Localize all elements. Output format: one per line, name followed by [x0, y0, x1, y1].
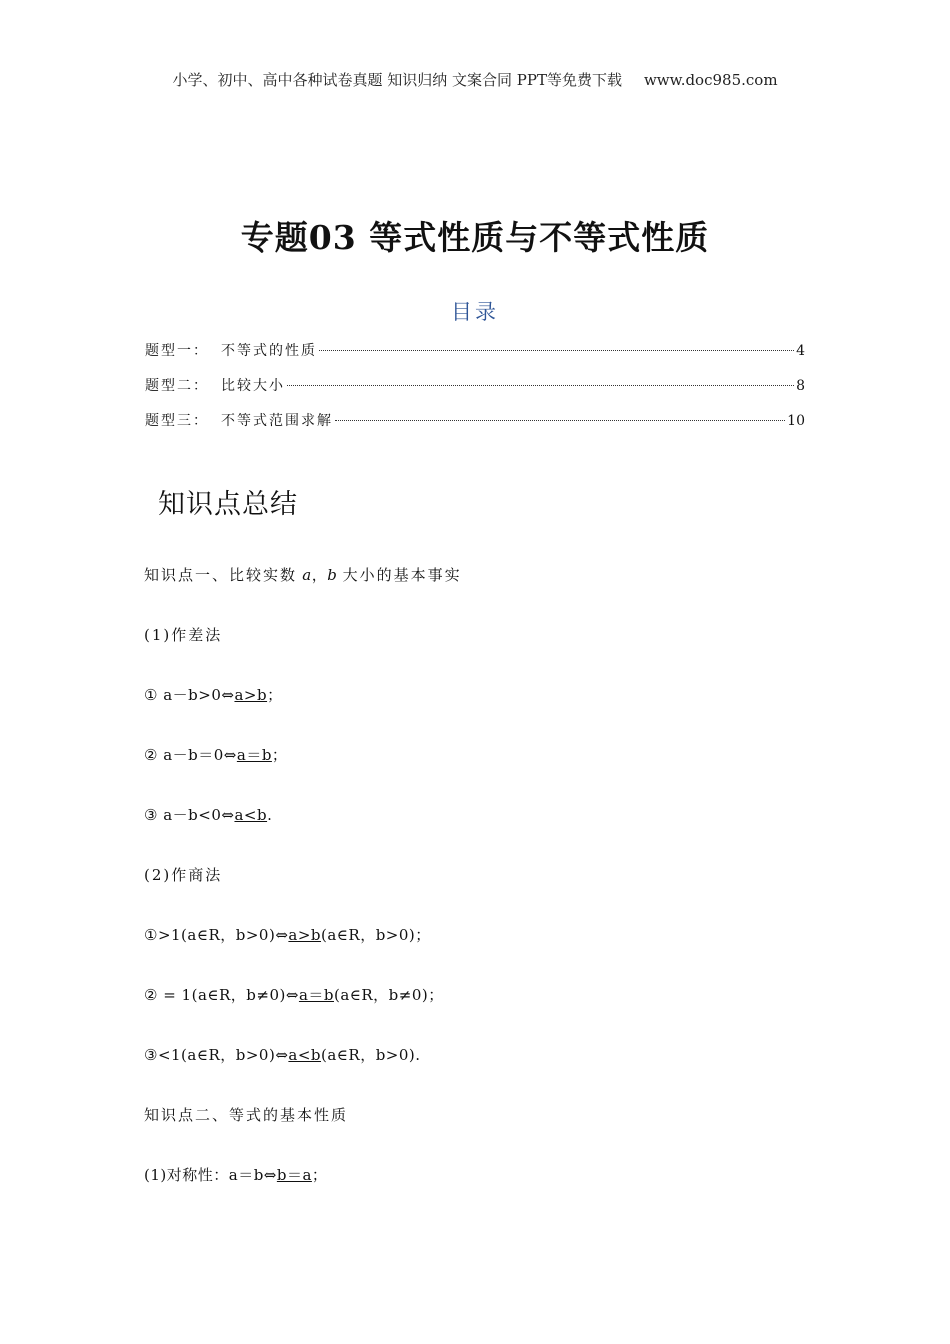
method-difference: [144, 624, 222, 645]
rule-tail: ；: [267, 686, 283, 704]
rule-tail: (a∈R，b>0)；: [321, 926, 431, 944]
difference-rule-3: [144, 804, 272, 825]
toc-entry-3[interactable]: [145, 410, 805, 430]
rule-answer: a>b: [288, 926, 322, 944]
rule-tail: ；: [311, 1166, 328, 1184]
property-symmetry: [144, 1164, 327, 1185]
rule-lhs: ② a－b＝0⇔: [144, 746, 237, 764]
quotient-rule-3: [144, 1044, 421, 1065]
kp1-text: 知识点一、比较实数: [144, 566, 298, 584]
rule-lhs: ③ a－b<0⇔: [144, 806, 235, 824]
rule-answer: a＝b: [236, 746, 272, 764]
var-b: b: [327, 566, 338, 584]
rule-tail: .: [267, 806, 273, 824]
rule-lhs: ② = 1(a∈R，b≠0)⇔: [144, 986, 299, 1004]
rule-lhs: (1)对称性：a＝b⇔: [144, 1166, 277, 1184]
kp1-sep: ，: [311, 566, 328, 584]
rule-answer: a<b: [234, 806, 268, 824]
toc-entry-1[interactable]: [145, 340, 805, 360]
rule-lhs: ① a－b>0⇔: [144, 686, 235, 704]
method-quotient: [144, 864, 222, 885]
method-quotient-text: (2)作商法: [144, 866, 223, 884]
var-a: a: [302, 566, 312, 584]
difference-rule-2: [144, 744, 287, 765]
header-site: www.doc985.com: [643, 71, 778, 89]
page-title: 专题03 等式性质与不等式性质: [240, 218, 710, 257]
toc-leader: [319, 350, 794, 351]
rule-tail: (a∈R，b≠0)；: [333, 986, 444, 1004]
toc-text: 比较大小: [221, 378, 285, 394]
toc-label: 题型一：: [145, 343, 209, 359]
kp1-tail: 大小的基本事实: [342, 566, 462, 584]
rule-answer: a>b: [234, 686, 268, 704]
rule-answer: a<b: [288, 1046, 322, 1064]
kp2-text: 知识点二、等式的基本性质: [144, 1106, 349, 1124]
toc-label: 题型三：: [145, 413, 209, 429]
header-text: 小学、初中、高中各种试卷真题 知识归纳 文案合同 PPT等免费下载: [172, 71, 622, 89]
toc-text: 不等式的性质: [221, 343, 317, 359]
rule-answer: a＝b: [298, 986, 334, 1004]
rule-tail: ；: [271, 746, 288, 764]
toc-entry-2[interactable]: [145, 375, 805, 395]
page-header: [0, 69, 950, 90]
quotient-rule-2: [144, 984, 444, 1005]
method-difference-text: (1)作差法: [144, 626, 223, 644]
section-heading: 知识点总结: [158, 489, 298, 520]
toc-leader: [287, 385, 794, 386]
rule-lhs: ③<1(a∈R，b>0)⇔: [144, 1046, 289, 1064]
toc-page: 4: [796, 343, 805, 359]
rule-tail: (a∈R，b>0).: [321, 1046, 421, 1064]
toc-text: 不等式范围求解: [221, 413, 333, 429]
quotient-rule-1: [144, 924, 431, 945]
rule-lhs: ①>1(a∈R，b>0)⇔: [144, 926, 289, 944]
difference-rule-1: [144, 684, 283, 705]
knowledge-point-2: [144, 1104, 348, 1125]
toc-page: 8: [796, 378, 805, 394]
toc-page: 10: [787, 413, 805, 429]
toc-label: 题型二：: [145, 378, 209, 394]
toc-leader: [335, 420, 785, 421]
toc-title: 目录: [451, 300, 499, 324]
knowledge-point-1: [144, 564, 462, 585]
rule-answer: b＝a: [276, 1166, 312, 1184]
